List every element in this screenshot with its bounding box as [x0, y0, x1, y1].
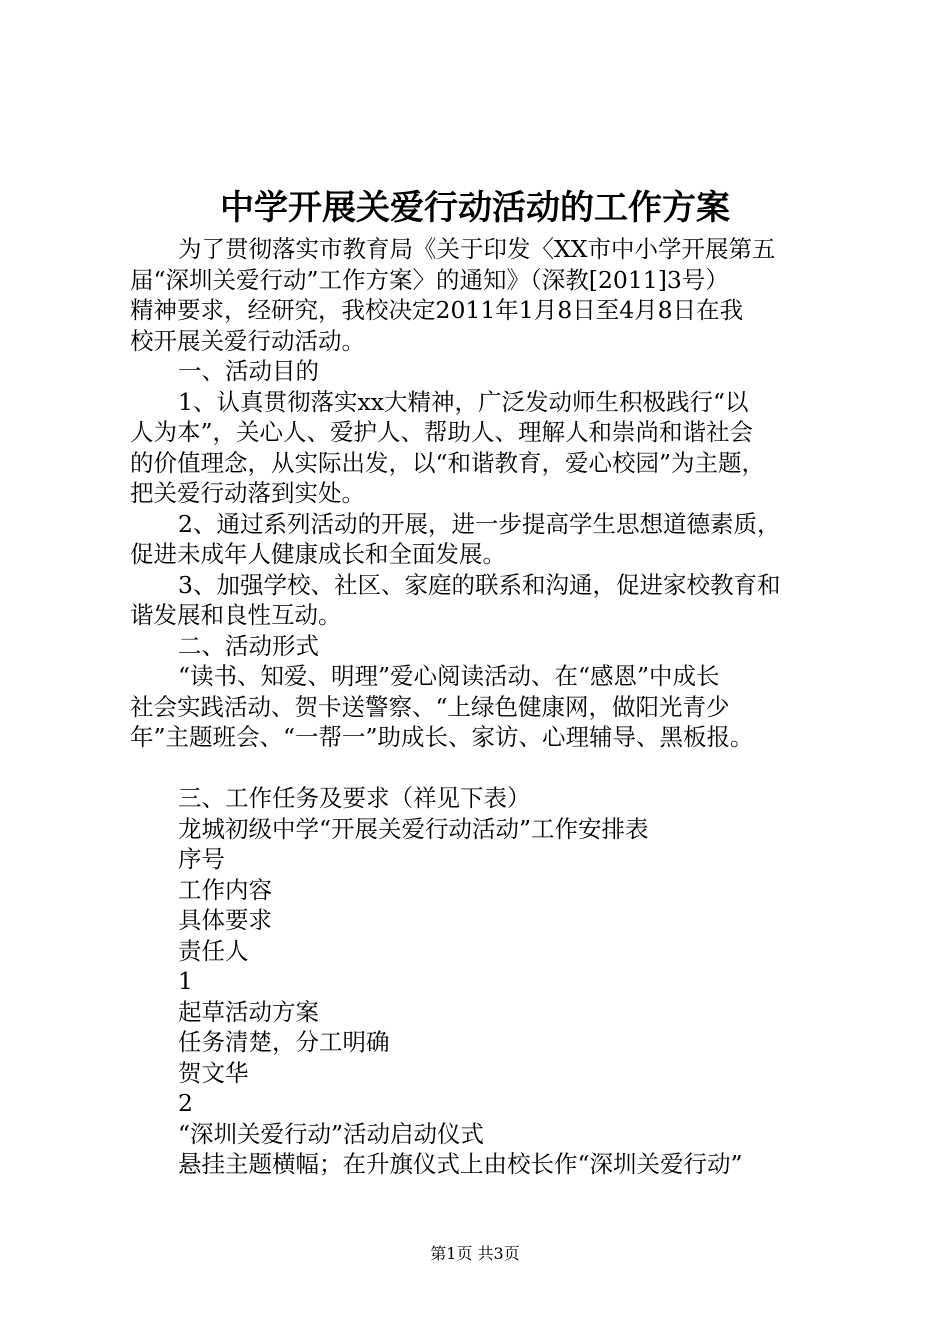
table-cell: 起草活动方案	[178, 997, 319, 1026]
table-cell: “深圳关爱行动”活动启动仪式	[178, 1119, 485, 1148]
table-cell: 悬挂主题横幅；在升旗仪式上由校长作“深圳关爱行动”	[178, 1150, 743, 1178]
paragraph-line: 社会实践活动、贺卡送警察、“上绿色健康网，做阳光青少	[130, 692, 730, 721]
paragraph-line: 促进未成年人健康成长和全面发展。	[130, 540, 506, 568]
section-heading: 一、活动目的	[178, 357, 319, 385]
section-heading: 二、活动形式	[178, 631, 319, 660]
table-cell: 任务清楚，分工明确	[178, 1028, 390, 1056]
paragraph-line: 的价值理念，从实际出发，以“和谐教育，爱心校园”为主题，	[130, 448, 766, 477]
table-title: 龙城初级中学“开展关爱行动活动”工作安排表	[178, 814, 649, 843]
table-header-cell: 工作内容	[178, 875, 272, 904]
paragraph-line: 1、认真贯彻落实xx大精神，广泛发动师生积极践行“以	[178, 387, 749, 416]
paragraph-line: “读书、知爱、明理”爱心阅读活动、在“感恩”中成长	[178, 662, 720, 690]
table-cell: 1	[178, 967, 193, 995]
table-header-cell: 责任人	[178, 936, 249, 965]
paragraph-line: 人为本”，关心人、爱护人、帮助人、理解人和崇尚和谐社会	[130, 418, 754, 446]
paragraph-line: 届“深圳关爱行动”工作方案〉的通知》（深教[2011]3号）	[130, 265, 729, 294]
table-header-cell: 具体要求	[178, 906, 272, 934]
paragraph-line: 谐发展和良性互动。	[130, 601, 342, 629]
paragraph-line: 精神要求，经研究，我校决定2011年1月8日至4月8日在我	[130, 296, 744, 324]
paragraph-line: 为了贯彻落实市教育局《关于印发〈XX市中小学开展第五	[178, 235, 776, 263]
table-cell: 贺文华	[178, 1058, 249, 1087]
blank-line	[130, 753, 835, 784]
page-footer: 第1页 共3页	[430, 1244, 520, 1263]
paragraph-line: 校开展关爱行动活动。	[130, 326, 365, 355]
paragraph-line: 年”主题班会、“一帮一”助成长、家访、心理辅导、黑板报。	[130, 723, 754, 751]
paragraph-line: 把关爱行动落到实处。	[130, 479, 365, 507]
document-title: 中学开展关爱行动活动的工作方案	[220, 188, 730, 228]
table-cell: 2	[178, 1089, 193, 1117]
section-heading: 三、工作任务及要求（祥见下表）	[178, 784, 531, 812]
paragraph-line: 2、通过系列活动的开展，进一步提高学生思想道德素质，	[178, 509, 781, 538]
paragraph-line: 3、加强学校、社区、家庭的联系和沟通，促进家校教育和	[178, 570, 781, 599]
document-body	[130, 234, 835, 1180]
table-header-cell: 序号	[178, 845, 225, 873]
